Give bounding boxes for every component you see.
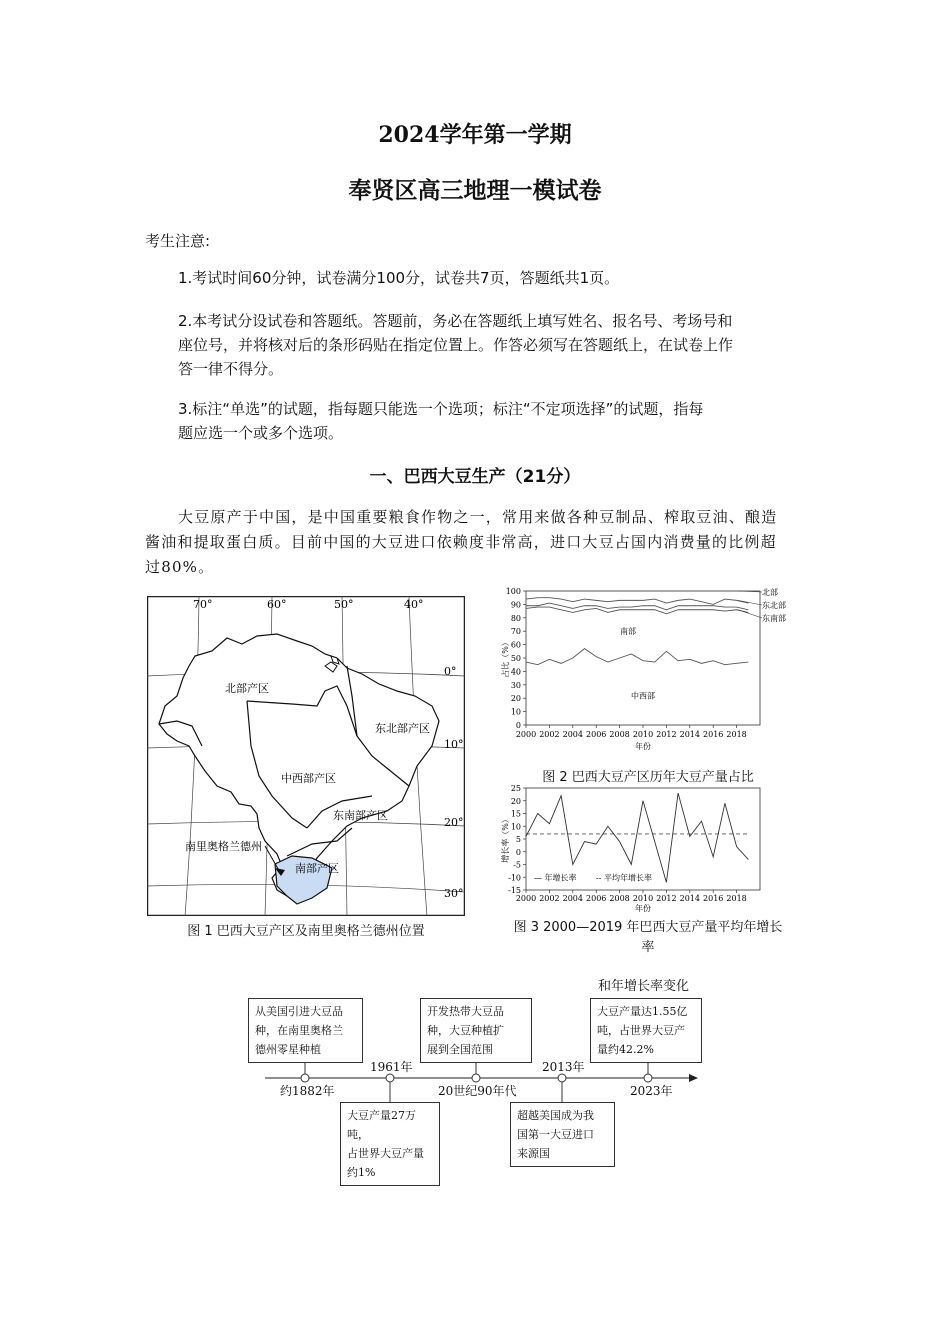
y-tick-label: 10 (510, 707, 521, 717)
region-central-west-label: 中西部产区 (281, 772, 336, 785)
label-region-0: 北部 (762, 588, 778, 597)
x-tick-label: 2016 (703, 894, 724, 903)
x-axis-label: 年份 (635, 742, 651, 751)
y-tick-label: 20 (510, 694, 521, 704)
notice-title: 考生注意: (145, 232, 211, 250)
x-tick-label: 2008 (609, 894, 630, 903)
y-axis-label: 增长率（%） (501, 815, 510, 863)
timeline-box-2023 (590, 998, 702, 1063)
notice-item-3-line2: 题应选一个或多个选项。 (178, 424, 344, 442)
lon-label-50: 50° (334, 598, 354, 611)
timeline-label-2023: 2023年 (630, 1084, 673, 1098)
box-1961-line1: 大豆产量27万吨， (347, 1109, 416, 1141)
box-1990s-line1: 开发热带大豆品 (427, 1005, 504, 1018)
x-tick-label: 2012 (656, 894, 677, 903)
timeline-box-2013 (510, 1102, 615, 1167)
region-north-label: 北部产区 (225, 682, 269, 695)
notice-item-2-line2: 座位号，并将核对后的条形码贴在指定位置上。作答必须写在答题纸上，在试卷上作 (178, 336, 734, 354)
x-tick-label: 2010 (632, 730, 654, 739)
growth-chart-title-line1: 图 3 2000—2019 年巴西大豆产量平均年增长 (513, 920, 783, 935)
timeline-label-1990s: 20世纪90年代 (438, 1084, 517, 1098)
growth-chart-title-line3: 和年增长率变化 (598, 979, 690, 994)
y-tick-label: 10 (510, 822, 521, 832)
exam-title: 奉贤区高三地理一模试卷 (348, 177, 602, 204)
growth-chart-title (498, 918, 798, 958)
growth-chart-title-line2: 率 (641, 940, 655, 955)
y-tick-label: 40 (510, 667, 521, 677)
brazil-map (147, 596, 465, 916)
y-tick-label: 70 (510, 627, 521, 637)
x-tick-label: 2010 (632, 894, 654, 903)
notice-item-1: 1.考试时间60分钟，试卷满分100分，试卷共7页，答题纸共1页。 (178, 269, 620, 287)
exam-term: 2024学年第一学期 (378, 122, 572, 148)
lat-label-0: 0° (444, 665, 457, 678)
section-title: 一、巴西大豆生产（21分） (369, 467, 581, 487)
timeline-label-1961: 1961年 (370, 1060, 413, 1074)
y-tick-label: -15 (508, 886, 521, 895)
timeline-label-2013: 2013年 (542, 1060, 585, 1074)
timeline-label-1882: 约1882年 (280, 1084, 335, 1098)
label-region-1: 东北部 (762, 601, 786, 610)
x-tick-label: 2000 (515, 730, 537, 739)
x-axis-label: 年份 (635, 904, 651, 913)
label-central-west: 中西部 (631, 691, 655, 701)
y-tick-label: 90 (510, 600, 521, 610)
y-tick-label: -5 (513, 860, 521, 870)
box-1990s-line2: 种，大豆种植扩 (427, 1024, 504, 1037)
x-tick-label: 2014 (679, 730, 700, 739)
y-tick-label: 0 (515, 847, 521, 857)
x-tick-label: 2002 (539, 730, 560, 739)
x-tick-label: 2004 (562, 894, 583, 903)
box-1882-line1: 从美国引进大豆品 (255, 1005, 343, 1018)
lon-label-40: 40° (404, 598, 424, 611)
box-2023-line1: 大豆产量达1.55亿 (597, 1005, 688, 1018)
legend-average: -- 平均年增长率 (596, 873, 652, 883)
y-tick-label: 15 (510, 809, 521, 819)
intro-line-1: 大豆原产于中国，是中国重要粮食作物之一，常用来做各种豆制品、榨取豆油、酿造 (178, 508, 778, 526)
timeline (240, 990, 710, 1179)
lat-label-10: 10° (444, 738, 464, 751)
x-tick-label: 2018 (726, 894, 747, 903)
intro-line-2: 酱油和提取蛋白质。目前中国的大豆进口依赖度非常高，进口大豆占国内消费量的比例超 (145, 533, 777, 551)
box-1882-line3: 德州零星种植 (255, 1043, 321, 1056)
y-tick-label: 20 (510, 796, 521, 806)
label-region-2: 东南部 (762, 614, 786, 623)
x-tick-label: 2004 (562, 730, 583, 739)
notice-item-2-line3: 答一律不得分。 (178, 360, 284, 378)
box-2013-line3: 来源国 (517, 1147, 550, 1160)
notice-item-3-line1: 3.标注“单选”的试题，指每题只能选一个选项；标注“不定项选择”的试题，指每 (178, 400, 704, 418)
x-tick-label: 2002 (539, 894, 560, 903)
y-tick-label: 80 (510, 613, 521, 623)
x-tick-label: 2016 (703, 730, 724, 739)
timeline-box-1961 (340, 1102, 440, 1186)
region-south-label: 南部产区 (295, 862, 339, 875)
y-tick-label: 5 (515, 835, 521, 844)
y-tick-label: 100 (505, 587, 521, 596)
legend-annual: — 年增长率 (534, 873, 577, 883)
timeline-dot-2023 (644, 1074, 652, 1082)
rio-grande-label: 南里奥格兰德州 (185, 840, 262, 853)
box-1990s-line3: 展到全国范围 (427, 1043, 493, 1056)
x-tick-label: 2000 (515, 894, 537, 903)
lon-label-70: 70° (193, 598, 213, 611)
timeline-dot-1882 (301, 1074, 309, 1082)
timeline-box-1882 (248, 998, 363, 1063)
box-2013-line1: 超越美国成为我 (517, 1109, 594, 1122)
box-1961-line3: 约1% (347, 1166, 376, 1179)
lat-label-30: 30° (444, 887, 464, 900)
region-southeast-label: 东南部产区 (333, 809, 388, 822)
box-1961-line2: 占世界大豆产量 (347, 1147, 424, 1160)
y-axis-label: 占比（%） (501, 638, 510, 678)
lat-label-20: 20° (444, 816, 464, 829)
timeline-dot-1990s (472, 1074, 480, 1082)
y-tick-label: 50 (510, 654, 521, 663)
lon-label-60: 60° (267, 598, 287, 611)
notice-item-2-line1: 2.本考试分设试卷和答题纸。答题前，务必在答题纸上填写姓名、报名号、考场号和 (178, 312, 733, 330)
box-2023-line2: 吨，占世界大豆产 (597, 1024, 685, 1037)
share-chart-title: 图 2 巴西大豆产区历年大豆产量占比 (542, 770, 754, 785)
x-tick-label: 2018 (726, 730, 747, 739)
y-tick-label: 25 (510, 784, 521, 793)
box-2013-line2: 国第一大豆进口 (517, 1128, 594, 1141)
timeline-dot-1961 (386, 1074, 394, 1082)
region-northeast-label: 东北部产区 (375, 722, 430, 735)
intro-line-3: 过80%。 (145, 558, 215, 576)
timeline-box-1990s (420, 998, 532, 1063)
y-tick-label: 30 (510, 680, 521, 690)
y-tick-label: 60 (510, 640, 521, 650)
share-chart (498, 585, 798, 755)
timeline-dot-2013 (558, 1074, 566, 1082)
x-tick-label: 2008 (609, 730, 630, 739)
x-tick-label: 2006 (586, 894, 607, 903)
map-caption: 图 1 巴西大豆产区及南里奥格兰德州位置 (187, 924, 425, 939)
box-1882-line2: 种，在南里奥格兰 (255, 1024, 343, 1037)
x-tick-label: 2014 (679, 894, 700, 903)
y-tick-label: 0 (515, 721, 521, 730)
x-tick-label: 2006 (586, 730, 607, 739)
label-south: 南部 (620, 627, 636, 637)
x-tick-label: 2012 (656, 730, 677, 739)
y-tick-label: -10 (508, 873, 521, 883)
box-2023-line3: 量约42.2% (597, 1043, 654, 1056)
growth-chart (498, 783, 798, 918)
